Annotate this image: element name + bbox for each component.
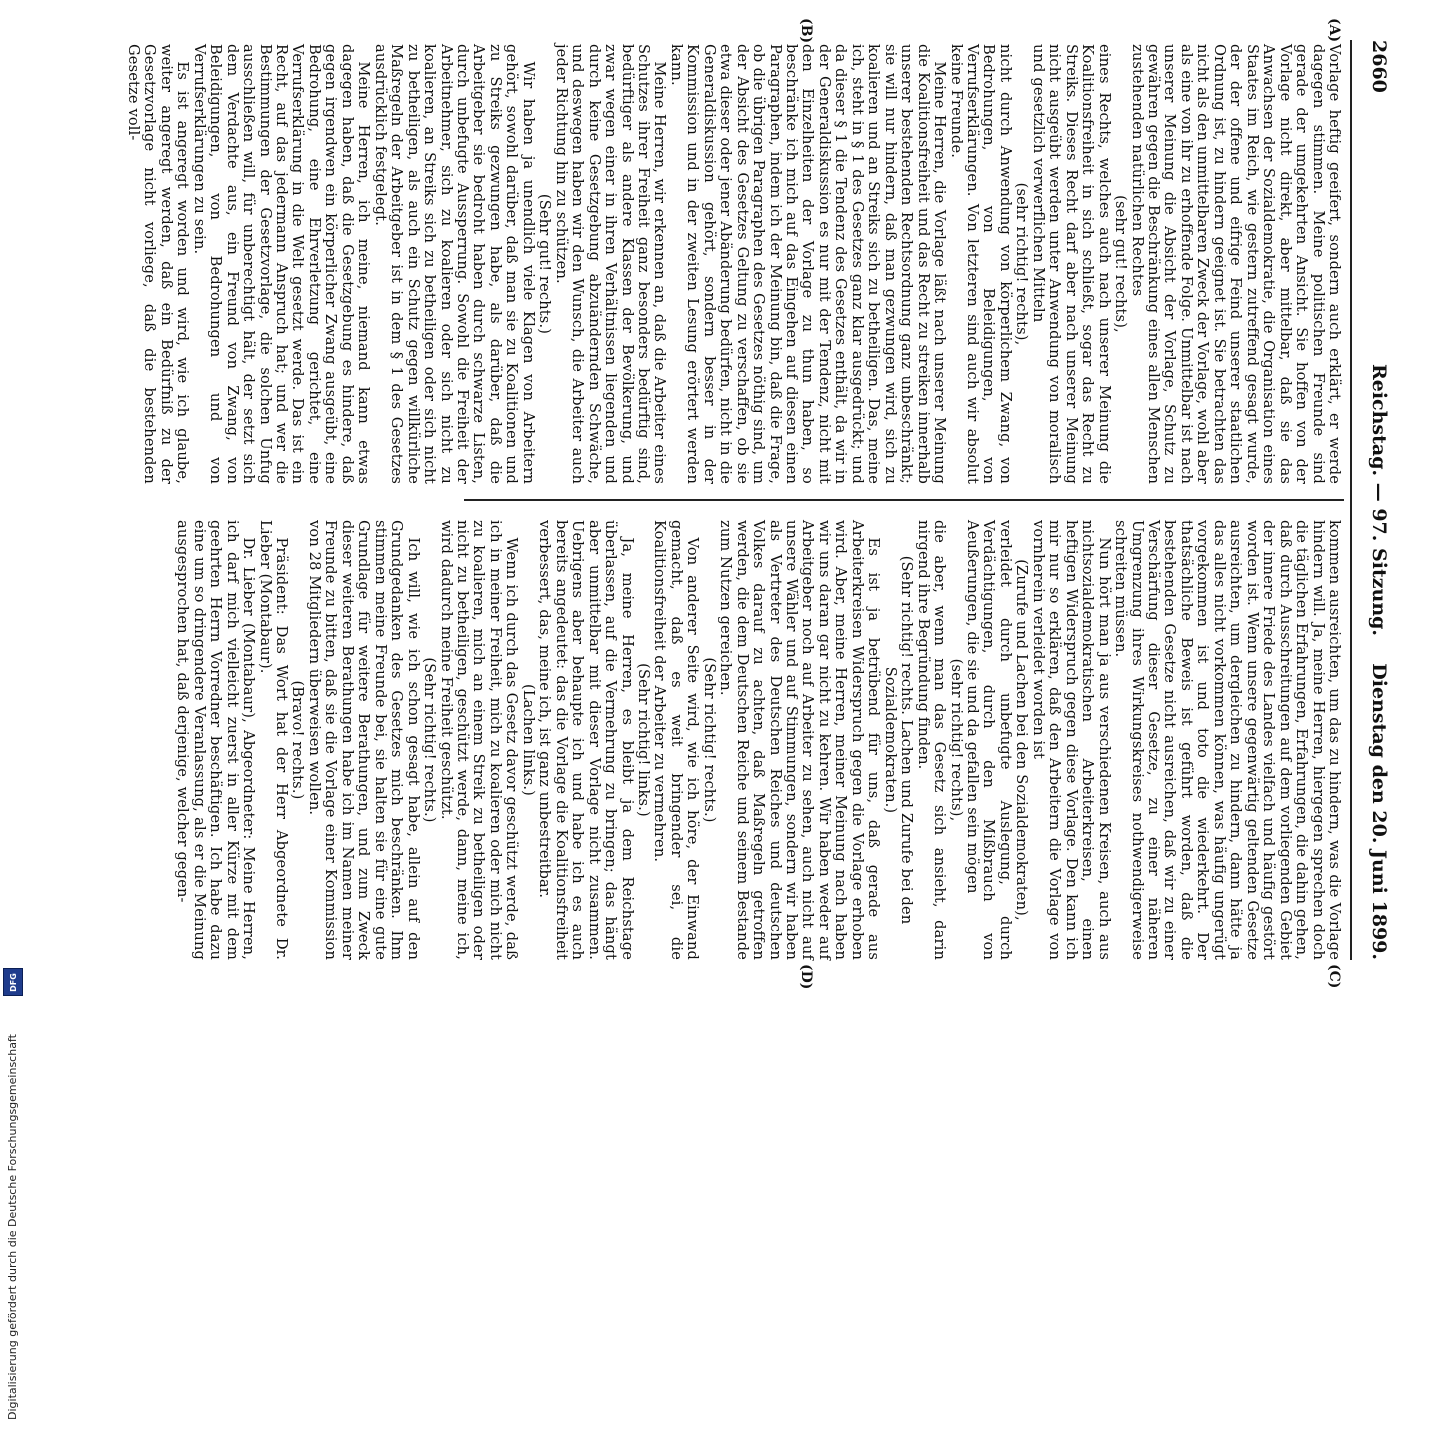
paragraph: Meine Herren, wir erkennen an, daß die Arbeiter eines Schutzes ihrer Freiheit ganz besonders bedürftig sind, bedürftiger als andere Klassen der Bevölkerung, und zwar wegen einer in ihren Verhältnissen liegenden und durch keine Gesetzgebung abzuändernden Schwäche, und deswegen haben wir den Wunsch, die Arbeiter auch jeder Richtung hin zu schützen. [552, 44, 669, 484]
paragraph: Nun hört man ja aus verschiedenen Kreisen, auch aus nichtsozialdemokratischen Arbeiterkreisen, einen heftigen Widerspruch gegen diese Vorlage. Den kann ich mir nur so erklären, daß den Arbeitern die Vorlage von vornherein verleidet worden ist [1029, 520, 1113, 960]
paragraph: Von anderer Seite wird, wie ich höre, der Einwand gemacht, daß es weit bringender sei, die Koalitionsfreiheit der Arbeiter zu vermehren. [651, 520, 702, 960]
paragraph: Ich will, wie ich schon gesagt habe, allein auf den Grundgedanken des Gesetzes mich beschränken. Ihm stimmen meine Freunde bei, sie halten sie für eine gute Grundlage für weitere Berathungen, und zum Zweck dieser weiteren Berathungen habe ich im Namen meiner Freunde zu bitten, daß sie die Vorlage einer Kommission von 28 Mitgliedern überweisen wollen. [305, 520, 422, 960]
page-title: Reichstag. — 97. Sitzung. [1368, 363, 1390, 637]
margin-marker-b: (B) [798, 18, 814, 44]
digitization-credit [2, 1000, 24, 1434]
interjection: (Lachen links.) [519, 684, 537, 796]
paragraph: Wir haben ja unendlich viele Klagen von Arbeitern gehört, sowohl darüber, daß man sie zu Koalitionen und zu Streiks gezwungen habe, als darüber, daß die Arbeitgeber sie bedroht haben durch schwarze Listen, durch unbefugte Aussperrung. Sowohl die Freiheit der Arbeitnehmer, sich zu koalieren oder sich nicht zu koalieren, an Streiks sich zu betheiligen oder sich nicht zu betheiligen, als auch ein Schutz gegen willkürliche Maßregeln der Arbeitgeber ist in dem § 1 des Gesetzes ausdrücklich festgelegt. [371, 44, 537, 484]
paragraph: Wenn ich durch das Gesetz davor geschützt werde, daß ich in meiner Freiheit, mich zu koalieren oder mich nicht zu koalieren, mich an einem Streik zu betheiligen oder nicht zu betheiligen, geschützt werde, dann, meine ich, wird dadurch meine Freiheit geschützt. [437, 520, 521, 960]
credit-text: Digitalisierung gefördert durch die Deutsche Forschungsgemeinschaft [6, 1034, 19, 1420]
margin-marker-a: (A) [1326, 18, 1342, 43]
paragraph: Meine Herren, die Vorlage läßt nach unserer Meinung die Koalitionsfreiheit und das Recht zu streiken innerhalb unserer bestehenden Rechtsordnung ganz unbeschränkt; sie will nur hindern, daß man gezwungen wird, sich zu koalieren und an Streiks sich zu betheiligen. Das, meine ich, steht in § 1 des Gesetzes ganz klar ausgedrückt; und da dieser § 1 die Tendenz des Gesetzes enthält, da wir in der Generaldiskussion es nur mit der Tendenz, nicht mit den Einzelheiten der Vorlage zu thun haben, so beschränke ich mich auf das Eingehen auf diesen einen Paragraphen, indem ich der Meinung bin, daß die Frage, ob die übrigen Paragraphen des Gesetzes nöthig sind, um der Absicht des Gesetzes Geltung zu verschaffen, ob sie etwa dieser oder jener Abänderung bedürfen, nicht in die Generaldiskussion gehört, sondern besser in der Kommission und in der zweiten Lesung erörtert werden kann. [667, 44, 949, 484]
page-header [1360, 40, 1390, 960]
interjection: (Sehr richtig! rechts.) [421, 657, 439, 823]
session-date: Dienstag den 20. Juni 1899. [1368, 663, 1390, 960]
paragraph: Es ist angeregt worden und wird, wie ich glaube, weiter angeregt werden, daß ein Bedürfniß zu der Gesetzvorlage nicht vorliege, daß die bestehenden Gesetze voll- [124, 44, 192, 484]
interjection: (Sehr richtig! rechts. Lachen und Zurufe bei den Sozialdemokraten.) [881, 555, 916, 925]
interjection: (Sehr richtig! links.) [634, 663, 652, 817]
page-number: 2660 [1368, 40, 1390, 93]
margin-marker-d: (D) [798, 964, 814, 990]
paragraph: Meine Herren, ich meine, niemand kann etwas dagegen haben, daß die Gesetzgebung es hindere, daß gegen irgendwen ein körperlicher Zwang ausgeübt, eine Bedrohung, eine Ehrverletzung gerichtet, eine Verrufserklärung in die Welt gesetzt werde. Das ist ein Recht, auf das jedermann Anspruch hat; und wer die Bestimmungen der Gesetzvorlage, die solchen Unfug ausschließen will, für unberechtigt hält, der setzt sich dem Verdachte aus, ein Freund von Zwang, von Beleidigungen, von Bedrohungen und von Verrufserklärungen zu sein. [190, 44, 373, 484]
column-divider [464, 499, 1344, 501]
header-rule [1350, 40, 1352, 960]
paragraph: Ja, meine Herren, es bleibt ja dem Reichstage überlassen, auf die Vermehrung zu bringen; das hängt aber unmittelbar mit dieser Vorlage nicht zusammen. Uebrigens aber behaupte ich und habe ich es auch bereits angedeutet: das die Vorlage die Koalitionsfreiheit verbessert, das, meine ich, ist ganz unbestreitbar. [536, 520, 636, 960]
speaker-paragraph: Präsident: Das Wort hat der Herr Abgeordnete Dr. Lieber (Montabaur). [256, 520, 290, 960]
interjection: (sehr richtig! rechts), [1013, 182, 1031, 346]
interjection: (Sehr richtig! rechts.) [700, 657, 718, 823]
interjection: (sehr richtig! rechts), [947, 658, 965, 822]
paragraph: kommen ausreichten, um das zu hindern, was die Vorlage hindern will. Ja, meine Herren, hiergegen sprechen doch die täglichen Erfahrungen, Erfahrungen, die dahin gehen, daß durch Ausschreitungen auf dem vorliegenden Gebiet der innere Friede des Landes vielfach und häufig gestört worden ist. Wenn unsere gegenwärtig geltenden Gesetze ausreichten, um dergleichen zu hindern, dann hätte ja das alles nicht vorkommen können, was häufig ungerügt vorgekommen ist und toto die wiederkehrt. Der thatsächliche Beweis ist geführt worden, daß die bestehenden Gesetze nicht ausreichen, daß wir zu einer Verschärfung dieser Gesetze, zu einer näheren Umgrenzung ihres Wirkungskreises nothwendigerweise schreiten müssen. [1112, 520, 1343, 960]
paragraph: nicht durch Anwendung von körperlichem Zwang, von Bedrohungen, von Beleidigungen, von Verrufserklärungen. Von letzteren sind auch wir absolut keine Freunde. [947, 44, 1014, 484]
paragraph: verleidet durch unbefugte Auslegung, durch Verdächtigungen, durch den Mißbrauch von Aeußerungen, die sie und da gefallen sein mögen [964, 520, 1014, 960]
logo-text: DFG [8, 972, 18, 992]
left-column [124, 44, 1343, 484]
interjection: (sehr gut! rechts), [1112, 195, 1130, 333]
interjection: (Sehr gut! rechts.) [536, 193, 554, 335]
interjection: (Zurufe und Lachen bei den Sozialdemokraten), [1013, 559, 1031, 921]
paragraph: eines Rechts, welches auch nach unserer Meinung die Koalitionsfreiheit in sich schließt, sogar das Recht zu Streiks. Dieses Recht darf aber nach unserer Meinung nicht ausgeübt werden unter Anwendung von moralisch und gesetzlich verwerflichen Mitteln [1029, 44, 1113, 484]
right-column [174, 520, 1343, 960]
speaker-paragraph: Dr. Lieber (Montabaur), Abgeordneter: Meine Herren, ich darf mich vielleicht zuerst in aller Kürze mit dem geehrten Herrn Vorredner beschäftigen. Ich habe dazu eine um so dringendere Veranlassung, als er die Meinung ausgesprochen hat, daß derjenige, welcher gegen- [174, 520, 258, 960]
paragraph: Vorlage heftig geeifert, sondern auch erklärt, er werde dagegen stimmen. Meine politischen Freunde sind gerade der umgekehrten Ansicht. Sie hoffen von der Vorlage nicht direkt, aber mittelbar, daß sie das Anwachsen der Sozialdemokratie, die Organisation eines Staates im Reich, wie gestern zutreffend gesagt wurde, der der offene und eifrige Feind unserer staatlichen Ordnung ist, zu hindern geeignet ist. Sie betrachten das nicht als den unmittelbaren Zweck der Vorlage, wohl aber als eine von ihr zu erhoffende Folge. Unmittelbar ist nach unserer Meinung die Absicht der Vorlage, Schutz zu gewähren gegen die Beschränkung eines allen Menschen zustehenden natürlichen Rechtes [1128, 44, 1343, 484]
paragraph: Es ist ja betrübend für uns, daß gerade aus Arbeiterkreisen Widerspruch gegen die Vorlage erhoben wird. Aber, meine Herren, meiner Meinung nach haben wir uns daran gar nicht zu kehren. Wir haben weder auf Arbeitgeber noch auf Arbeiter zu sehen, auch nicht auf unsere Wähler und auf Stimmungen, sondern wir haben als Vertreter des Deutschen Reiches und deutschen Volkes darauf zu achten, daß Maßregeln getroffen werden, die dem Deutschen Reiche und seinem Bestande zum Nutzen gereichen. [717, 520, 883, 960]
margin-marker-c: (C) [1326, 964, 1342, 989]
paragraph: die aber, wenn man das Gesetz sich ansieht, darin nirgend ihre Begründung finden. [914, 520, 949, 960]
interjection: (Bravo! rechts.) [289, 680, 307, 800]
dfg-logo [3, 968, 23, 996]
